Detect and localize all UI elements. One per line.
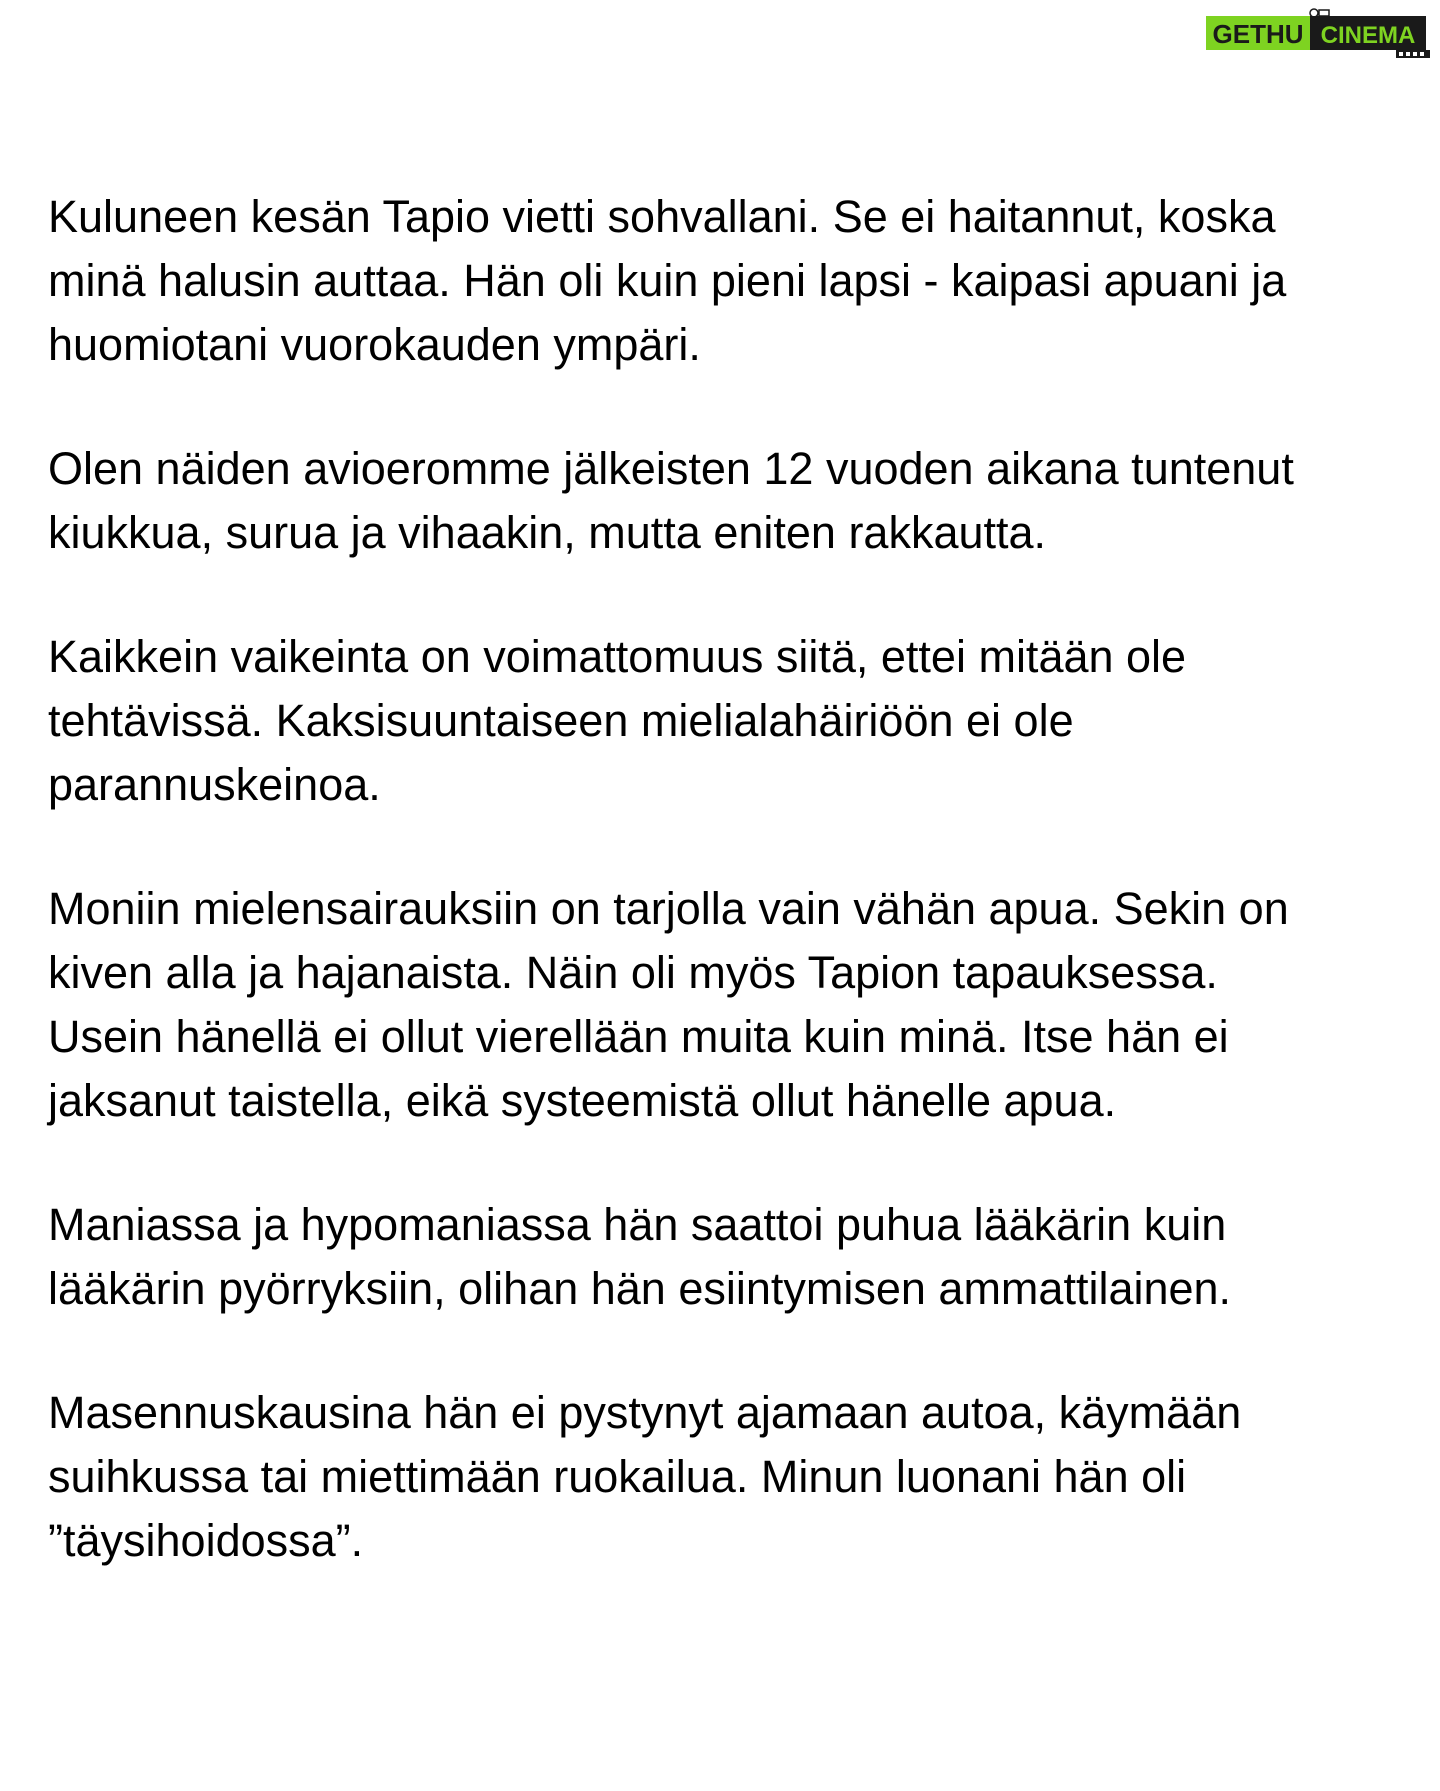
text-line: tehtävissä. Kaksisuuntaiseen mielialahäiriöön ei ole — [48, 695, 1074, 746]
text-line: minä halusin auttaa. Hän oli kuin pieni lapsi - kaipasi apuani ja — [48, 255, 1287, 306]
text-line: Kuluneen kesän Tapio vietti sohvallani. Se ei haitannut, koska — [48, 191, 1276, 242]
brand-logo — [1206, 8, 1432, 58]
paragraph-1 — [48, 185, 1398, 377]
text-line: Masennuskausina hän ei pystynyt ajamaan autoa, käymään — [48, 1387, 1242, 1438]
text-line: suihkussa tai miettimään ruokailua. Minun luonani hän oli — [48, 1451, 1187, 1502]
text-line: kiven alla ja hajanaista. Näin oli myös Tapion tapauksessa. — [48, 947, 1218, 998]
text-line: kiukkua, surua ja vihaakin, mutta eniten rakkautta. — [48, 507, 1047, 558]
paragraph-3 — [48, 625, 1398, 817]
paragraph-4 — [48, 877, 1398, 1133]
film-camera-icon — [1310, 9, 1329, 17]
text-line: Olen näiden avioeromme jälkeisten 12 vuoden aikana tuntenut — [48, 443, 1294, 494]
text-line: Kaikkein vaikeinta on voimattomuus siitä, ettei mitään ole — [48, 631, 1187, 682]
text-line: parannuskeinoa. — [48, 759, 381, 810]
text-line: jaksanut taistella, eikä systeemistä ollut hänelle apua. — [48, 1075, 1117, 1126]
text-line: Maniassa ja hypomaniassa hän saattoi puhua lääkärin kuin — [48, 1199, 1227, 1250]
text-line: Usein hänellä ei ollut vierellään muita kuin minä. Itse hän ei — [48, 1011, 1229, 1062]
text-line: huomiotani vuorokauden ympäri. — [48, 319, 701, 370]
text-line: ”täysihoidossa”. — [48, 1515, 364, 1566]
gethu-cinema-logo — [1206, 8, 1432, 58]
paragraph-5 — [48, 1193, 1398, 1321]
article-body — [48, 185, 1398, 1633]
logo-right-text: CINEMA — [1320, 22, 1416, 49]
film-strip-icon — [1396, 50, 1430, 58]
logo-left-text: GETHU — [1212, 19, 1304, 49]
text-line: lääkärin pyörryksiin, olihan hän esiintymisen ammattilainen. — [48, 1263, 1232, 1314]
paragraph-2 — [48, 437, 1398, 565]
text-line: Moniin mielensairauksiin on tarjolla vain vähän apua. Sekin on — [48, 883, 1289, 934]
paragraph-6 — [48, 1381, 1398, 1573]
